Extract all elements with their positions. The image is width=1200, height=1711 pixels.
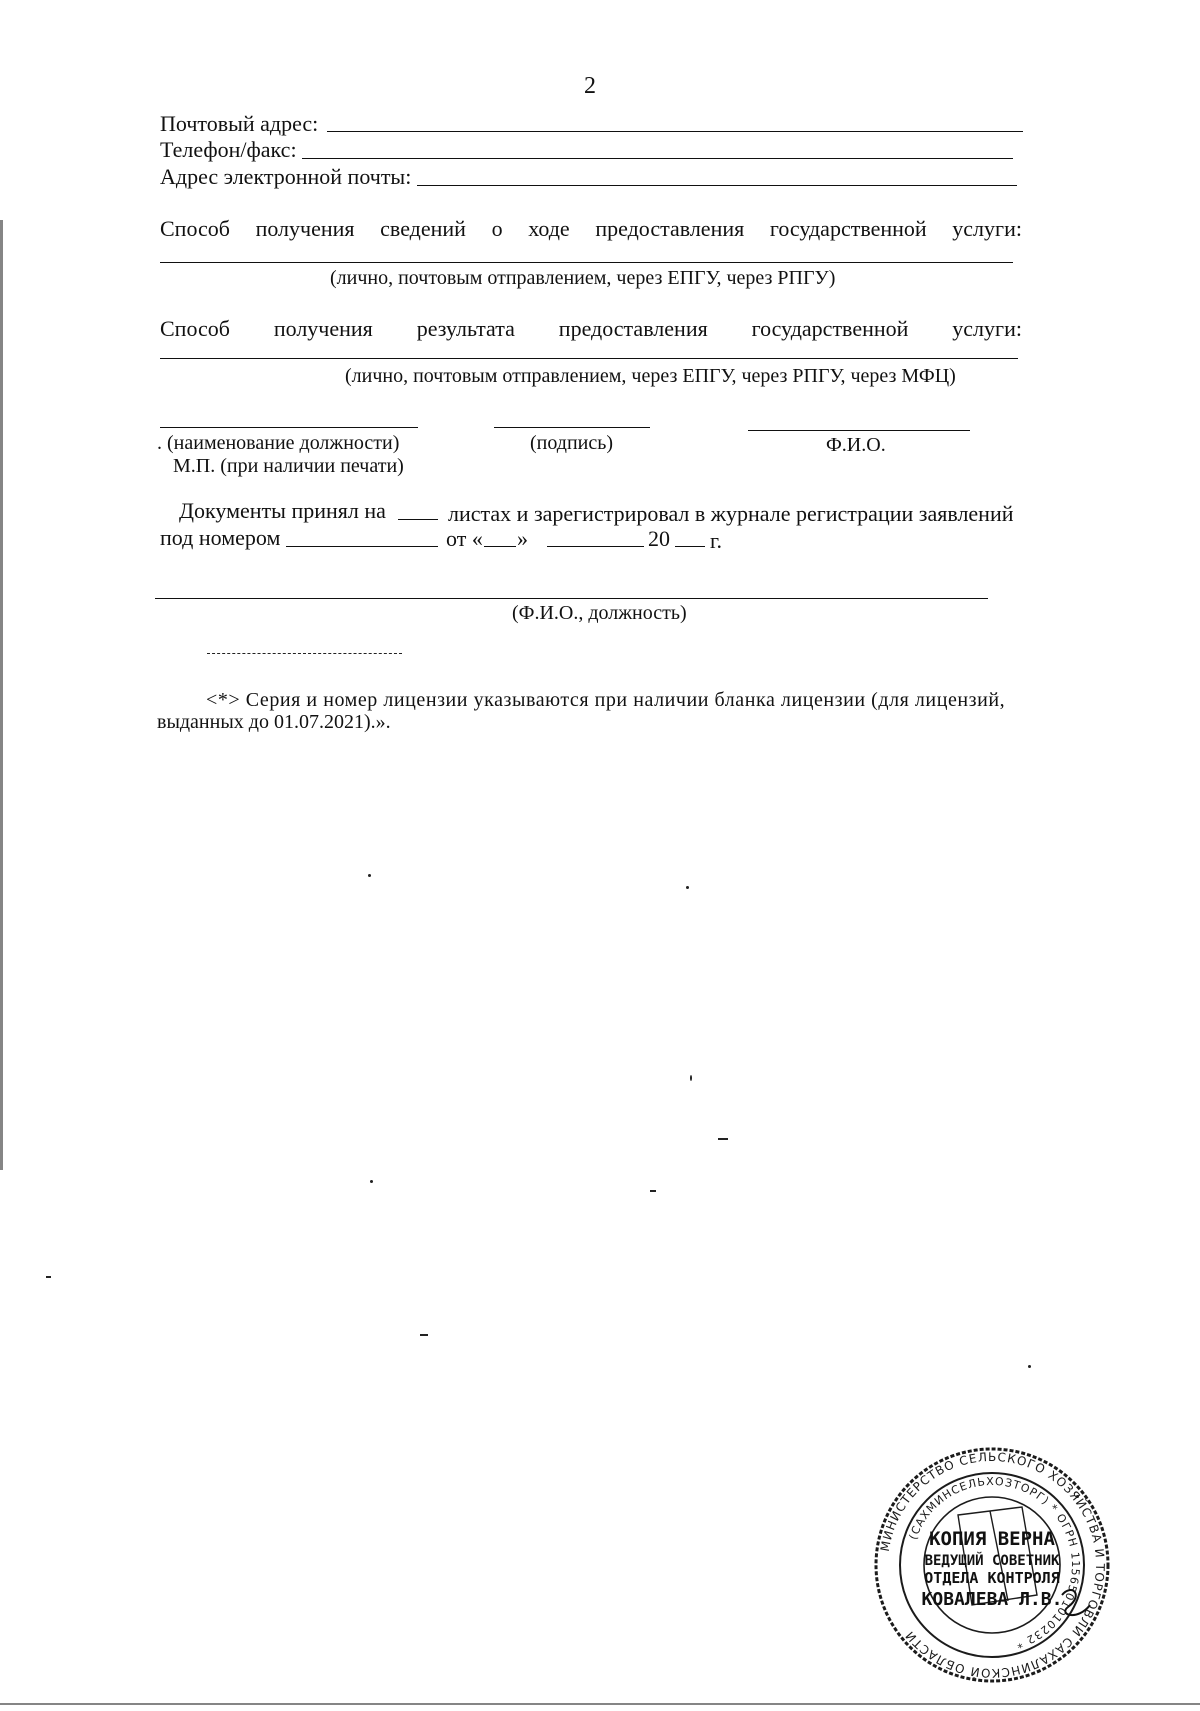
word: результата [416, 316, 515, 341]
day-field[interactable] [484, 546, 516, 547]
registration-line-2-start: под номером [160, 525, 281, 550]
scan-speck [46, 1276, 51, 1278]
word: услуги: [952, 216, 1022, 241]
result-method-hint: (лично, почтовым отправлением, через ЕПГУ, через РПГУ, через МФЦ) [345, 365, 956, 387]
phone-fax-label: Телефон/факс: [160, 137, 297, 162]
month-field[interactable] [547, 546, 644, 547]
official-label: (Ф.И.О., должность) [512, 602, 687, 624]
registration-line-1-start: Документы принял на [179, 498, 386, 523]
name-label: Ф.И.О. [826, 434, 886, 456]
sheets-count-field[interactable] [398, 519, 438, 520]
progress-info-method-hint: (лично, почтовым отправлением, через ЕПГУ, через РПГУ) [330, 267, 836, 289]
scan-speck [718, 1138, 728, 1140]
word: Способ [160, 316, 230, 341]
scan-speck [650, 1190, 656, 1192]
registration-line-1-end: листах и зарегистрировал в журнале регистрации заявлений [448, 501, 1014, 526]
scan-speck [420, 1334, 428, 1336]
registration-number-field[interactable] [286, 546, 438, 547]
footnote-line-1: <*> Серия и номер лицензии указываются при наличии бланка лицензии (для лицензий, [206, 689, 1006, 711]
postal-address-label: Почтовый адрес: [160, 111, 319, 136]
signature-label: (подпись) [530, 432, 614, 454]
scan-speck [370, 1180, 373, 1183]
word: предоставления [558, 316, 708, 341]
date-from-label: от « [446, 526, 483, 551]
result-method-field[interactable] [160, 358, 1018, 359]
word: сведений [380, 216, 466, 241]
phone-fax-field[interactable] [302, 158, 1013, 159]
page-number: 2 [584, 73, 596, 99]
official-field[interactable] [155, 598, 988, 599]
scan-speck [690, 1075, 692, 1081]
word: государственной [769, 216, 927, 241]
footnote-line-2: выданных до 01.07.2021).». [157, 711, 391, 733]
official-stamp [872, 1445, 1112, 1685]
stamp-outer-text: МИНИСТЕРСТВО СЕЛЬСКОГО ХОЗЯЙСТВА И ТОРГОВЛИ САХАЛИНСКОЙ ОБЛАСТИ [877, 1449, 1108, 1681]
postal-address-field[interactable] [327, 131, 1023, 132]
year-prefix: 20 [648, 526, 670, 551]
stamp-place-label: М.П. (при наличии печати) [173, 455, 404, 477]
scan-edge-bottom [0, 1703, 1200, 1705]
progress-info-method-label [160, 218, 1022, 240]
word: о [491, 216, 503, 241]
date-quote-close: » [517, 526, 528, 551]
scan-speck [686, 886, 689, 889]
signature-field[interactable] [494, 427, 650, 428]
footnote-separator [207, 653, 402, 654]
word: получения [273, 316, 373, 341]
stamp-inner-text: (САХМИНСЕЛЬХОЗТОРГ) * ОГРН 1156501010232 * [906, 1474, 1083, 1652]
word: ходе [528, 216, 570, 241]
position-label: . (наименование должности) [157, 432, 400, 454]
year-field[interactable] [675, 546, 705, 547]
scan-edge-left [0, 220, 3, 1170]
year-suffix: г. [710, 528, 723, 553]
position-field[interactable] [160, 427, 418, 428]
stamp-line-4: КОВАЛЕВА Л.В. [921, 1589, 1063, 1610]
word: получения [255, 216, 355, 241]
email-label: Адрес электронной почты: [160, 164, 412, 189]
progress-info-method-field[interactable] [160, 262, 1013, 263]
word: предоставления [595, 216, 745, 241]
email-field[interactable] [417, 185, 1017, 186]
scan-speck [368, 874, 371, 877]
word: услуги: [952, 316, 1022, 341]
stamp-line-1: КОПИЯ ВЕРНА [929, 1528, 1055, 1550]
word: государственной [751, 316, 909, 341]
stamp-seal-image [872, 1445, 1112, 1685]
stamp-line-2: ВЕДУЩИЙ СОВЕТНИК [924, 1553, 1060, 1569]
result-method-label [160, 318, 1022, 340]
name-field[interactable] [748, 430, 970, 431]
stamp-line-3: ОТДЕЛА КОНТРОЛЯ [924, 1569, 1060, 1587]
scan-speck [1028, 1365, 1031, 1368]
word: Способ [160, 216, 230, 241]
